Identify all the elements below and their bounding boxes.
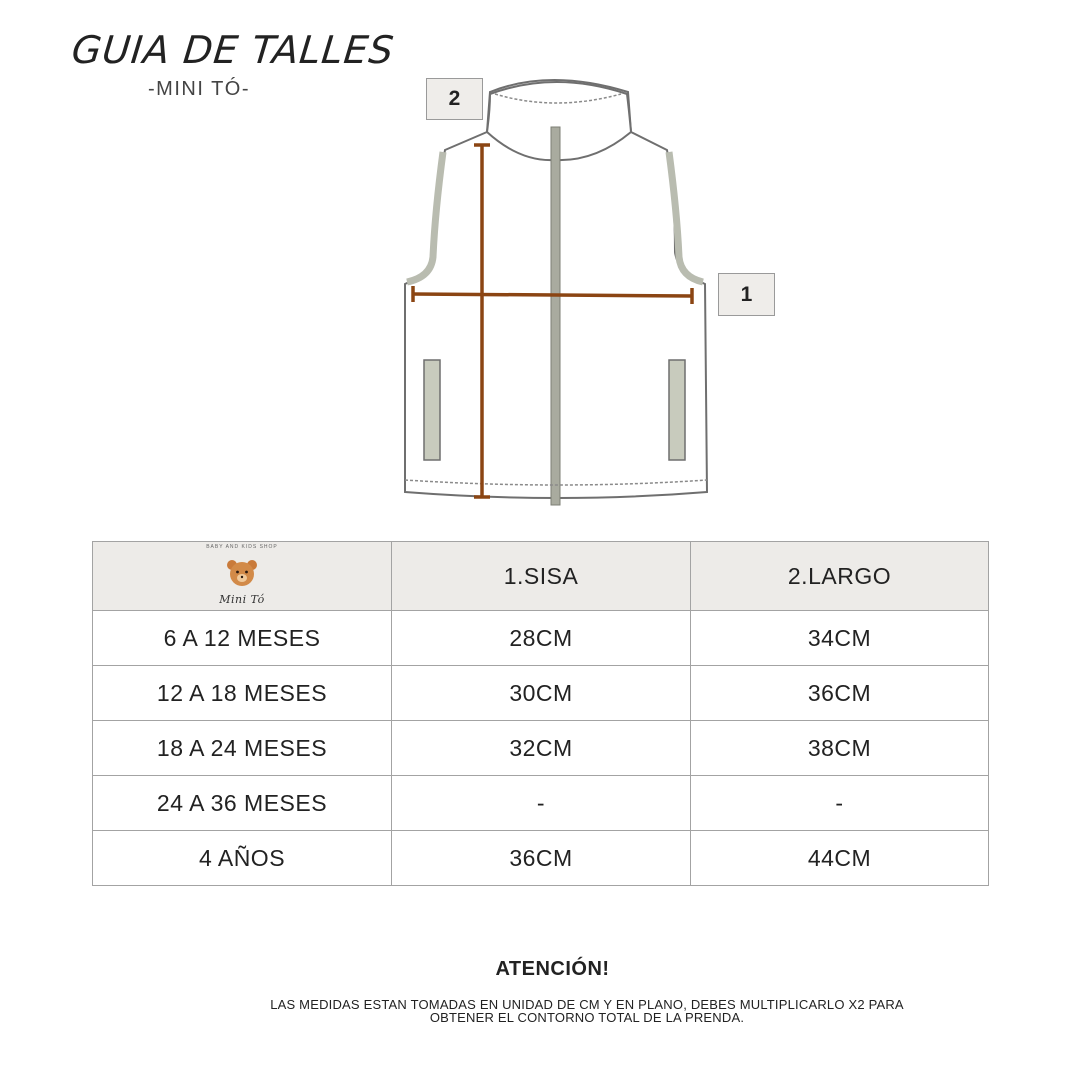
largo-cell: 44CM (691, 831, 989, 886)
brand-logo (192, 544, 292, 608)
bear-icon (225, 558, 259, 588)
size-cell: 24 A 36 MESES (93, 776, 392, 831)
size-cell: 18 A 24 MESES (93, 721, 392, 776)
size-table (92, 541, 989, 886)
largo-cell: - (691, 776, 989, 831)
sisa-cell: 32CM (392, 721, 691, 776)
vest-pocket-right (669, 360, 685, 460)
note-line-1: LAS MEDIDAS ESTAN TOMADAS EN UNIDAD DE CM Y EN PLANO, DEBES MULTIPLICARLO X2 PARA (270, 997, 904, 1012)
vest-zipper (551, 127, 560, 505)
table-row (93, 721, 989, 776)
measure-label-sisa: 1 (718, 273, 775, 316)
largo-cell: 38CM (691, 721, 989, 776)
table-row (93, 611, 989, 666)
largo-cell: 36CM (691, 666, 989, 721)
attention-heading: ATENCIÓN! (495, 958, 610, 980)
sisa-cell: 30CM (392, 666, 691, 721)
vest-pocket-left (424, 360, 440, 460)
vest-diagram (395, 72, 725, 512)
sisa-cell: 28CM (392, 611, 691, 666)
logo-name: Mini Tó (219, 593, 265, 606)
largo-cell: 34CM (691, 611, 989, 666)
logo-tagline: BABY AND KIDS SHOP (206, 544, 278, 550)
table-row (93, 666, 989, 721)
measure-label-largo: 2 (426, 78, 483, 120)
note-line-2: OBTENER EL CONTORNO TOTAL DE LA PRENDA. (429, 1010, 745, 1025)
table-header-row (93, 542, 989, 611)
sisa-cell: - (392, 776, 691, 831)
page-title: GUIA DE TALLES (69, 28, 397, 72)
size-cell: 12 A 18 MESES (93, 666, 392, 721)
table-row (93, 831, 989, 886)
table-row (93, 776, 989, 831)
table-header-sisa: 1.SISA (392, 542, 691, 611)
table-header-logo-cell (93, 542, 392, 611)
table-header-largo: 2.LARGO (691, 542, 989, 611)
size-cell: 4 AÑOS (93, 831, 392, 886)
measurement-note (222, 998, 952, 1024)
sisa-cell: 36CM (392, 831, 691, 886)
page-subtitle: -MINI TÓ- (148, 78, 251, 100)
size-cell: 6 A 12 MESES (93, 611, 392, 666)
